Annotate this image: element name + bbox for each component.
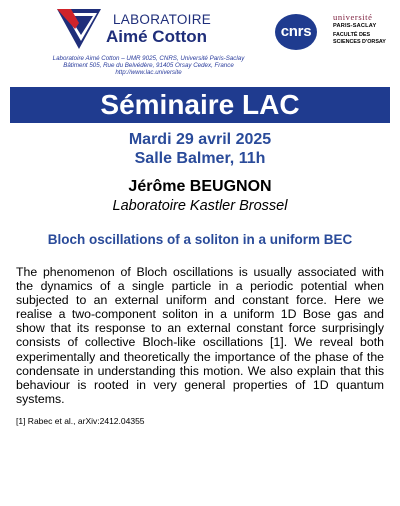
ups-line-1: université xyxy=(333,12,373,22)
header xyxy=(0,0,400,80)
lab-address xyxy=(26,55,271,76)
cnrs-logo-text: cnrs xyxy=(280,23,312,40)
speaker-name: Jérôme BEUGNON xyxy=(128,178,272,195)
address-line-1: Laboratoire Aimé Cotton – UMR 9025, CNRS, Université Paris-Saclay xyxy=(52,55,245,62)
lab-name-line1: LABORATOIRE xyxy=(113,12,212,27)
cnrs-logo xyxy=(275,14,317,50)
address-line-2: Bâtiment 505, Rue du Belvédère, 91405 Orsay Cedex, France xyxy=(63,62,234,69)
event-venue: Salle Balmer, 11h xyxy=(134,150,266,167)
lab-name-line2: Aimé Cotton xyxy=(106,27,208,46)
ups-line-3: FACULTÉ DES SCIENCES D'ORSAY xyxy=(333,32,386,45)
talk-title: Bloch oscillations of a soliton in a uniform BEC xyxy=(47,232,353,247)
universite-paris-saclay-logo xyxy=(333,12,393,62)
event-date: Mardi 29 avril 2025 xyxy=(128,131,272,148)
laboratoire-aime-cotton-logo xyxy=(57,9,247,51)
reference: [1] Rabec et al., arXiv:2412.04355 xyxy=(16,416,145,426)
ups-line-2: PARIS-SACLAY xyxy=(333,23,377,29)
seminar-banner xyxy=(10,87,390,123)
address-website-link[interactable]: http://www.lac.universite xyxy=(115,69,182,76)
banner-title: Séminaire LAC xyxy=(100,89,300,120)
speaker-affiliation: Laboratoire Kastler Brossel xyxy=(112,198,288,214)
talk-abstract: The phenomenon of Bloch oscillations is usually associated with the dynamics of a single particle in a periodic potential when subjected to an external uniform and constant force. Here we realise a two-component soliton in a uniform 1D Bose gas and show that its response to an external constant force surprisingly consists of collective Bloch-like oscillations [1]. We reveal both experimentally and theoretically the importance of the phase of the condensate in understanding this motion. We also explain that this behaviour is rooted in very general properties of 1D quantum systems. xyxy=(16,265,384,406)
